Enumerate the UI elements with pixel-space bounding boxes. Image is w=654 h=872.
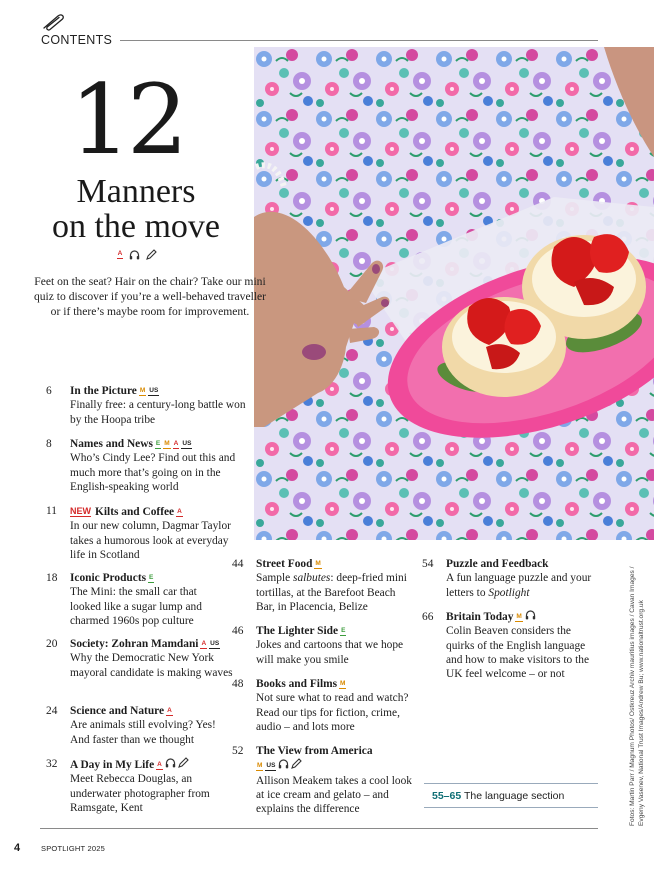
entry-description: Finally free: a century-long battle won by the Hoopa tribe: [70, 399, 246, 426]
headphones-icon: [278, 759, 289, 769]
level-badge-a: A: [201, 640, 207, 647]
page-number: 4: [14, 842, 21, 854]
feature-level-icons: [0, 249, 272, 260]
level-badge-e: E: [155, 440, 161, 447]
entry-title: In the Picture: [70, 385, 137, 397]
entry-title: Street Food: [256, 558, 313, 570]
level-badge-a: A: [177, 508, 182, 515]
headphones-icon: [165, 758, 176, 768]
entry-page: 8: [46, 438, 52, 450]
entry-page: 20: [46, 638, 58, 650]
feature-description: Feet on the seat? Hair on the chair? Take our mini quiz to discover if you’re a well-behaved traveller or if there’s maybe room for improvement.: [33, 275, 267, 318]
entry-title: Puzzle and Feedback: [446, 558, 549, 570]
entry-description: Meet Rebecca Douglas, an underwater photographer from Ramsgate, Kent: [70, 773, 210, 814]
headphones-icon: [525, 610, 536, 620]
entry-description: A fun language puzzle and your letters to Spotlight: [446, 572, 592, 599]
language-section-label[interactable]: [432, 790, 564, 802]
feature-number: 12: [69, 64, 185, 176]
entry-title: Society: Zohran Mamdani: [70, 638, 199, 650]
level-badge-us: US: [266, 762, 276, 770]
level-badge-a: A: [117, 250, 123, 257]
footer-divider: [40, 828, 598, 829]
paperclip-icon: [40, 13, 66, 31]
headphones-icon: [129, 250, 140, 260]
level-badge-us: US: [210, 640, 220, 647]
entry-page: 46: [232, 625, 244, 637]
entry-description: Not sure what to read and watch? Read our tips for fiction, crime, audio – and lots more: [256, 692, 409, 733]
entry-title: Names and News: [70, 438, 153, 450]
level-badge-us: US: [149, 387, 159, 394]
entry-page: 32: [46, 758, 58, 770]
feature-title-line1: Manners: [76, 173, 196, 210]
level-badge-m: M: [164, 440, 170, 447]
entry-title: Britain Today: [446, 611, 514, 623]
entry-page: 54: [422, 558, 434, 570]
entry-description: Why the Democratic New York mayoral candidate is making waves: [70, 652, 233, 679]
entry-description: In our new column, Dagmar Taylor takes a humorous look at everyday life in Scotland: [70, 520, 231, 561]
entry-title: The View from America: [256, 745, 373, 757]
level-badge-m: M: [257, 762, 263, 770]
entry-description: Who’s Cindy Lee? Find out this and much more that’s going on in the English-speaking world: [70, 452, 236, 493]
entry-description: Jokes and cartoons that we hope will make you smile: [256, 639, 404, 666]
feature-title-line2: on the move: [51, 208, 221, 245]
pencil-icon: [291, 758, 302, 769]
language-section-pages: 55–65: [432, 790, 462, 802]
entry-page: 11: [46, 505, 57, 517]
entry-page: 48: [232, 678, 244, 690]
entry-page: 52: [232, 745, 244, 757]
entry-title: Iconic Products: [70, 572, 147, 584]
entry-title: Books and Films: [256, 678, 338, 690]
photo-illustration: [254, 47, 654, 540]
contents-label: CONTENTS: [41, 33, 113, 47]
level-badge-m: M: [516, 613, 522, 620]
language-section-rule-top: [424, 783, 598, 784]
feature-title[interactable]: [0, 174, 272, 244]
entry-description: The Mini: the small car that looked like a sugar lump and charmed 1960s pop culture: [70, 586, 202, 627]
contents-divider: [120, 40, 598, 41]
entry-description: Sample salbutes: deep-fried mini tortillas, at the Barefoot Beach Bar, in Placencia, Belize: [256, 572, 407, 613]
cover-photo: [254, 47, 654, 540]
level-badge-a: A: [167, 707, 172, 714]
pencil-icon: [146, 249, 157, 260]
language-section-rule-bottom: [424, 807, 598, 808]
entry-page: 44: [232, 558, 244, 570]
entry-title: Kilts and Coffee: [95, 506, 175, 518]
level-badge-us: US: [182, 440, 192, 447]
language-section-text: The language section: [463, 790, 565, 802]
entry-description: Are animals still evolving? Yes! And faster than we thought: [70, 719, 216, 746]
pencil-icon: [178, 757, 189, 768]
level-badge-a: A: [173, 440, 179, 447]
entry-page: 6: [46, 385, 52, 397]
level-badge-a: A: [157, 761, 162, 768]
level-badge-e: E: [341, 627, 346, 634]
level-badge-m: M: [139, 387, 146, 394]
level-badge-m: M: [340, 680, 346, 687]
entry-page: 18: [46, 572, 58, 584]
new-badge: NEW: [70, 506, 91, 516]
level-badge-e: E: [149, 574, 154, 581]
footer-text: SPOTLIGHT 2025: [41, 844, 105, 853]
entry-title: Science and Nature: [70, 705, 165, 717]
entry-title: The Lighter Side: [256, 625, 339, 637]
entry-page: 66: [422, 611, 434, 623]
photo-credits: Fotos: Martin Parr / Magnum Photos/ Ostkreuz Archiv mauritius images / Cavan Images / Evgeny Vasenev, National Trust Images/Andrew Bu; www.nationaltrust.org.uk: [629, 566, 645, 826]
entry-description: Colin Beaven considers the quirks of the English language and how to make visitors to the UK feel welcome – or not: [446, 625, 589, 681]
entry-page: 24: [46, 705, 58, 717]
entry-description: Allison Meakem takes a cool look at ice cream and gelato – and explains the difference: [256, 774, 412, 816]
level-badge-m: M: [315, 560, 321, 567]
entry-title: A Day in My Life: [70, 759, 155, 771]
